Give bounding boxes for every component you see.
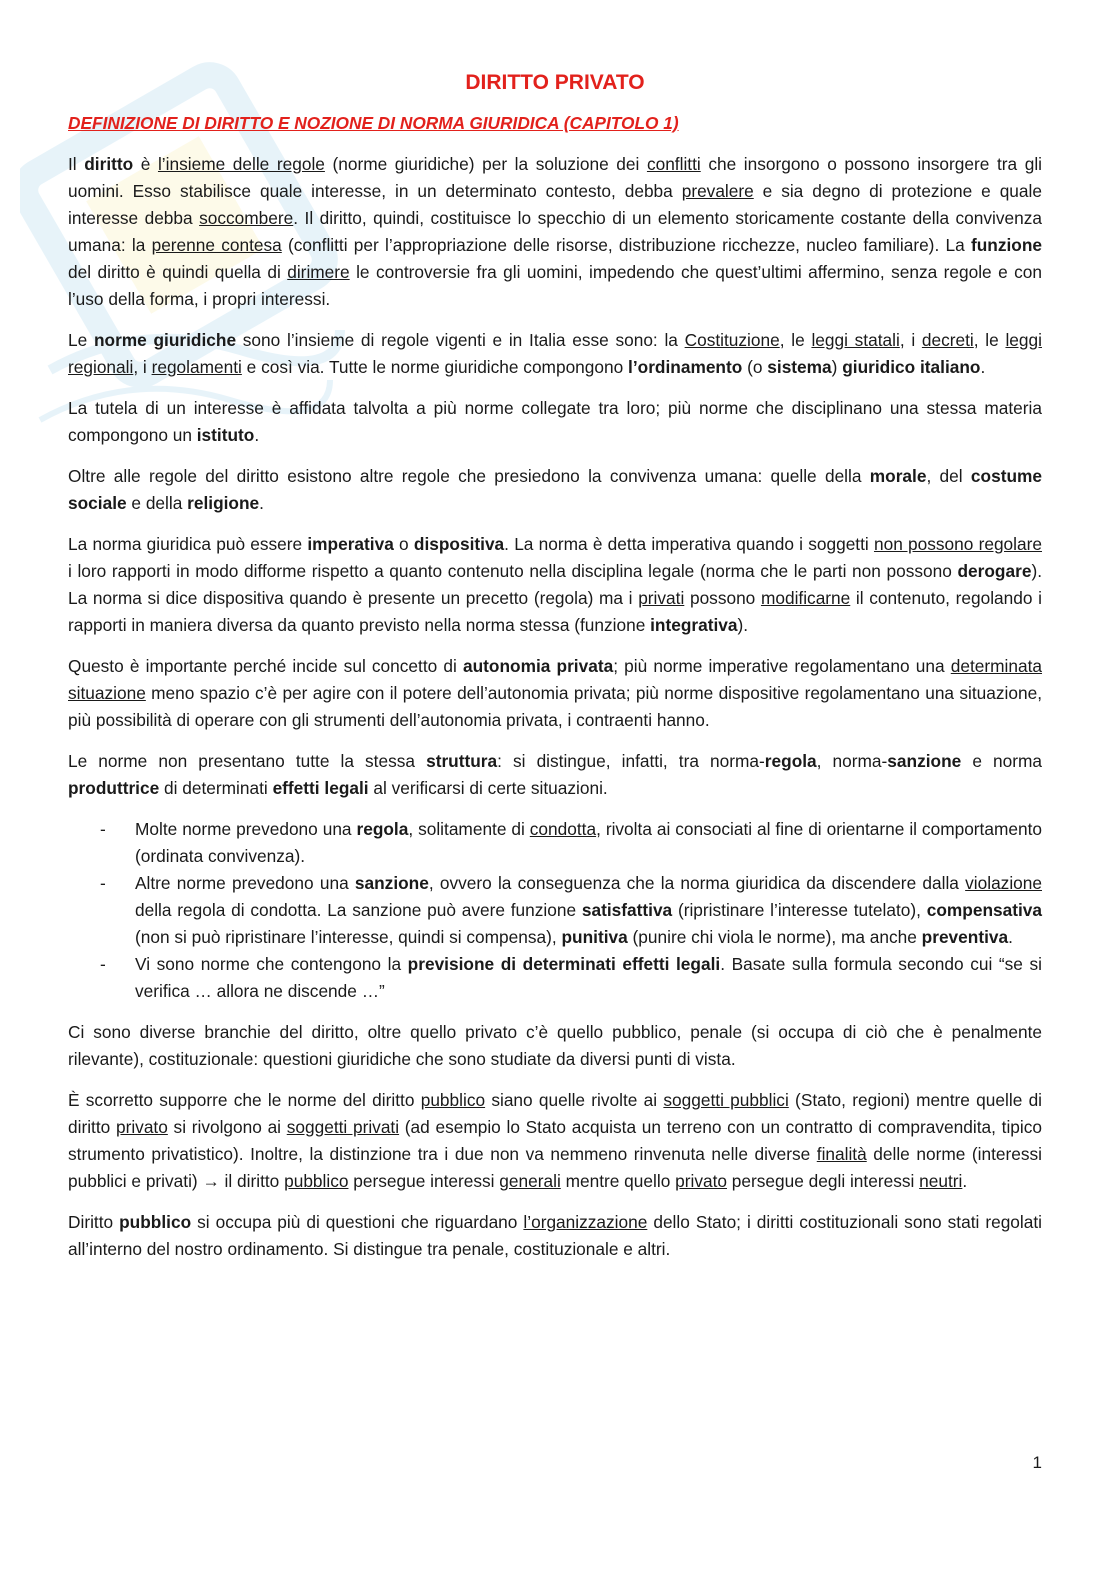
underlined-text: determinata situazione	[68, 656, 1043, 703]
text-run: possono	[684, 588, 761, 608]
underlined-text: privati	[638, 588, 685, 608]
text-run: meno spazio c’è per agire con il potere dell’autonomia privata; più norme dispositive regolamentano una situazione, più possibilità di operare con gli strumenti dell’autonomia privata, i contraenti hanno.	[68, 683, 1042, 730]
text-run: .	[980, 357, 986, 377]
paragraph	[68, 327, 1042, 381]
bold-text: sanzione	[887, 751, 962, 771]
underlined-text: privato	[115, 1117, 168, 1137]
bold-text: morale	[869, 466, 927, 486]
paragraph	[68, 748, 1042, 802]
paragraph	[68, 151, 1042, 313]
underlined-text: condotta	[529, 819, 597, 839]
text-run: . Il diritto, quindi, costituisce lo specchio di un elemento storicamente costante della convivenza umana: la	[68, 208, 1042, 255]
page-title: DIRITTO PRIVATO	[465, 71, 645, 94]
bold-text: norme giuridiche	[93, 330, 237, 350]
underlined-text: soggetti privati	[286, 1117, 400, 1137]
text-run: , i	[899, 330, 922, 350]
text-run: Il	[68, 154, 85, 174]
bold-text: satisfattiva	[581, 900, 673, 920]
text-run: Vi sono norme che contengono la	[135, 954, 408, 974]
page-number: 1	[1032, 1453, 1042, 1472]
text-run: (conflitti per l’appropriazione delle risorse, distribuzione ricchezze, nucleo familiare). La	[281, 235, 971, 255]
text-run: ).	[737, 615, 749, 635]
bold-text: compensativa	[926, 900, 1043, 920]
text-run: (non si può ripristinare l’interesse, quindi si compensa),	[135, 927, 562, 947]
paragraph	[68, 1019, 1042, 1073]
section-heading: DEFINIZIONE DI DIRITTO E NOZIONE DI NORMA GIURIDICA (CAPITOLO 1)	[68, 113, 679, 133]
text-run: (ad esempio lo Stato acquista un terreno con un contratto di compravendita, tipico strumento privatistico). Inoltre, la distinzione tra i due non va nemmeno rinvenuta nelle diverse	[68, 1117, 1042, 1164]
bold-text: preventiva	[921, 927, 1009, 947]
text-run: ; più norme imperative regolamentano una	[613, 656, 951, 676]
bold-text: effetti legali	[272, 778, 369, 798]
text-run: (Stato, regioni) mentre quelle di diritto	[68, 1090, 1043, 1137]
underlined-text: leggi statali	[811, 330, 900, 350]
text-run: persegue interessi	[348, 1171, 500, 1191]
bold-text: pubblico	[119, 1212, 192, 1232]
text-run: siano quelle rivolte ai	[485, 1090, 664, 1110]
paragraph	[68, 1087, 1042, 1195]
list-marker: -	[100, 819, 106, 839]
underlined-text: Costituzione	[684, 330, 780, 350]
text-run: , le	[779, 330, 812, 350]
text-run: si rivolgono ai	[167, 1117, 287, 1137]
text-run: che insorgono o possono insorgere tra gli uomini. Esso stabilisce quale interesse, in un determinato contesto, debba	[68, 154, 1043, 201]
underlined-text: neutri	[919, 1171, 963, 1191]
text-run: , le	[973, 330, 1006, 350]
text-run: , del	[926, 466, 971, 486]
text-run: , i	[133, 357, 152, 377]
text-run: dello Stato; i diritti costituzionali sono stati regolati all’interno del nostro ordinamento. Si distingue tra penale, costituzionale e altri.	[68, 1212, 1043, 1259]
bold-text: previsione di determinati effetti legali	[407, 954, 721, 974]
text-run: ). La norma si dice dispositiva quando è presente un precetto (regola) ma i	[68, 561, 1042, 608]
bold-text: regola	[764, 751, 817, 771]
text-run: .	[259, 493, 264, 513]
text-run: Altre norme prevedono una	[135, 873, 355, 893]
bold-text: giuridico italiano	[842, 357, 981, 377]
list-item	[68, 870, 1042, 951]
text-run: di determinati	[159, 778, 273, 798]
list-item	[68, 951, 1042, 1005]
text-run: sono l’insieme di regole vigenti e in Italia esse sono: la	[236, 330, 685, 350]
bold-text: sistema	[767, 357, 832, 377]
bold-text: l’ordinamento	[628, 357, 743, 377]
text-run: Le norme non presentano tutte la stessa	[68, 751, 427, 771]
list-item	[68, 816, 1042, 870]
bold-text: autonomia privata	[463, 656, 614, 676]
text-run: i loro rapporti in modo difforme rispetto a quanto contenuto nella disciplina legale (norma che le parti non possono	[68, 561, 958, 581]
list-marker: -	[100, 873, 106, 893]
bold-text: funzione	[970, 235, 1042, 255]
underlined-text: soccombere	[199, 208, 294, 228]
underlined-text: conflitti	[646, 154, 701, 174]
document-body	[68, 68, 1042, 1263]
bold-text: regola	[356, 819, 409, 839]
text-run: . Basate sulla formula secondo cui “se si verifica … allora ne discende …”	[135, 954, 1042, 1001]
underlined-text: modificarne	[760, 588, 851, 608]
underlined-text: leggi regionali	[68, 330, 1042, 377]
paragraph	[68, 531, 1042, 639]
text-run: Oltre alle regole del diritto esistono altre regole che presiedono la convivenza umana: quelle della	[68, 466, 870, 486]
text-run: e norma	[961, 751, 1042, 771]
text-run: È scorretto supporre che le norme del diritto	[68, 1090, 421, 1110]
text-run: le controversie fra gli uomini, impedendo che quest’ultimi affermino, senza regole e con l’uso della forma, i propri interessi.	[68, 262, 1043, 309]
bold-text: istituto	[196, 425, 255, 445]
text-run: (punire chi viola le norme), ma anche	[627, 927, 922, 947]
text-run: , norma-	[816, 751, 888, 771]
underlined-text: prevalere	[681, 181, 754, 201]
bold-text: sanzione	[354, 873, 429, 893]
text-run: della regola di condotta. La sanzione può avere funzione	[135, 900, 582, 920]
bold-text: imperativa	[307, 534, 394, 554]
paragraph	[68, 653, 1042, 734]
underlined-text: perenne contesa	[151, 235, 282, 255]
text-run: Questo è importante perché incide sul concetto di	[68, 656, 463, 676]
bold-text: struttura	[426, 751, 498, 771]
text-run: al verificarsi di certe situazioni.	[368, 778, 608, 798]
paragraph	[68, 463, 1042, 517]
list-item-text	[135, 873, 1042, 947]
underlined-text: finalità	[816, 1144, 867, 1164]
text-run: Diritto	[68, 1212, 120, 1232]
list-item-text	[135, 954, 1042, 1001]
text-run: La tutela di un interesse è affidata talvolta a più norme collegate tra loro; più norme che disciplinano una stessa materia compongono un	[68, 398, 1042, 445]
text-run: : si distingue, infatti, tra norma-	[497, 751, 765, 771]
bold-text: diritto	[84, 154, 134, 174]
text-run: mentre quello	[560, 1171, 676, 1191]
underlined-text: privato	[675, 1171, 727, 1191]
text-run: Le	[68, 330, 94, 350]
bold-text: punitiva	[561, 927, 628, 947]
paragraph	[68, 395, 1042, 449]
underlined-text: generali	[499, 1171, 561, 1191]
list-item-text	[135, 819, 1042, 866]
paragraph	[68, 1209, 1042, 1263]
underlined-text: decreti	[921, 330, 974, 350]
list-marker: -	[100, 954, 106, 974]
underlined-text: l’insieme delle regole	[157, 154, 325, 174]
underlined-text: l’organizzazione	[523, 1212, 648, 1232]
text-run: si occupa più di questioni che riguardano	[191, 1212, 524, 1232]
text-run: e della	[126, 493, 188, 513]
bold-text: costume sociale	[68, 466, 1042, 513]
underlined-text: violazione	[965, 873, 1042, 893]
underlined-text: non possono regolare	[873, 534, 1042, 554]
text-run: , solitamente di	[408, 819, 530, 839]
text-run: Molte norme prevedono una	[135, 819, 357, 839]
text-run: il contenuto, regolando i rapporti in maniera diversa da quanto previsto nella norma stessa (funzione	[68, 588, 1043, 635]
bold-text: religione	[187, 493, 260, 513]
text-run: (norme giuridiche) per la soluzione dei	[324, 154, 647, 174]
text-run: è	[133, 154, 158, 174]
text-run: (o	[742, 357, 768, 377]
underlined-text: soggetti pubblici	[663, 1090, 789, 1110]
text-run: delle norme (interessi pubblici e privati) → il diritto	[68, 1144, 1042, 1191]
bold-text: dispositiva	[413, 534, 505, 554]
text-run: (ripristinare l’interesse tutelato),	[672, 900, 927, 920]
text-run: o	[393, 534, 414, 554]
bold-text: produttrice	[68, 778, 160, 798]
bold-text: integrativa	[650, 615, 738, 635]
text-run: e così via. Tutte le norme giuridiche compongono	[241, 357, 629, 377]
text-run: .	[1008, 927, 1013, 947]
text-run: persegue degli interessi	[726, 1171, 920, 1191]
text-run: La norma giuridica può essere	[68, 534, 308, 554]
bold-text: derogare	[957, 561, 1032, 581]
text-run: .	[962, 1171, 968, 1191]
underlined-text: pubblico	[420, 1090, 486, 1110]
text-run: .	[254, 425, 260, 445]
text-run: del diritto è quindi quella di	[68, 262, 288, 282]
text-run: . La norma è detta imperativa quando i soggetti	[504, 534, 874, 554]
underlined-text: dirimere	[287, 262, 350, 282]
text-run: Ci sono diverse branchie del diritto, oltre quello privato c’è quello pubblico, penale (si occupa di ciò che è penalmente rilevante), costituzionale: questioni giuridiche che sono studiate da diversi punti di vista.	[68, 1022, 1042, 1069]
underlined-text: pubblico	[284, 1171, 349, 1191]
text-run: , rivolta ai consociati al fine di orientarne il comportamento (ordinata convivenza).	[135, 819, 1043, 866]
dash-list	[68, 816, 1042, 1005]
underlined-text: regolamenti	[151, 357, 242, 377]
text-run: , ovvero la conseguenza che la norma giuridica da discendere dalla	[428, 873, 966, 893]
text-run: )	[831, 357, 843, 377]
text-run: e sia degno di protezione e quale interesse debba	[68, 181, 1042, 228]
